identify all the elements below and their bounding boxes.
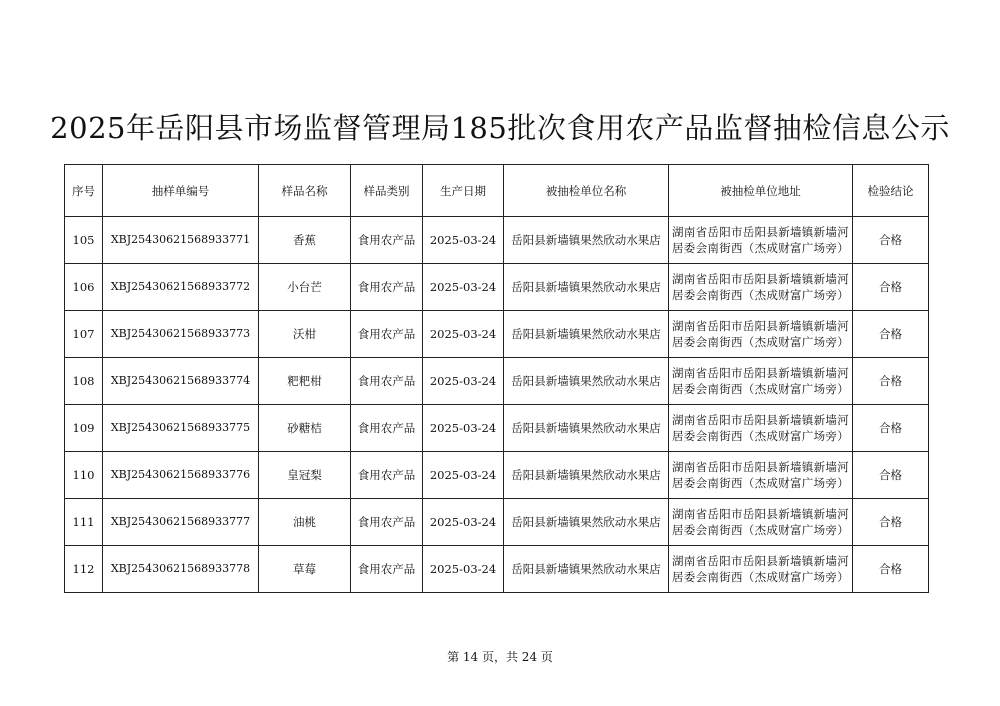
cell-name: 小台芒	[259, 264, 351, 311]
cell-name: 粑粑柑	[259, 358, 351, 405]
cell-category: 食用农产品	[351, 217, 423, 264]
cell-code: XBJ25430621568933774	[103, 358, 259, 405]
cell-address: 湖南省岳阳市岳阳县新墙镇新墙河居委会南街西（杰成财富广场旁）	[669, 405, 853, 452]
table-row	[65, 499, 929, 546]
cell-no: 112	[65, 546, 103, 593]
cell-unit: 岳阳县新墙镇果然欣动水果店	[504, 499, 669, 546]
cell-address: 湖南省岳阳市岳阳县新墙镇新墙河居委会南街西（杰成财富广场旁）	[669, 217, 853, 264]
cell-date: 2025-03-24	[423, 546, 504, 593]
cell-name: 皇冠梨	[259, 452, 351, 499]
cell-address: 湖南省岳阳市岳阳县新墙镇新墙河居委会南街西（杰成财富广场旁）	[669, 499, 853, 546]
cell-no: 108	[65, 358, 103, 405]
cell-no: 109	[65, 405, 103, 452]
table-row	[65, 546, 929, 593]
cell-address: 湖南省岳阳市岳阳县新墙镇新墙河居委会南街西（杰成财富广场旁）	[669, 546, 853, 593]
header-name: 样品名称	[259, 165, 351, 217]
table-row	[65, 217, 929, 264]
cell-date: 2025-03-24	[423, 217, 504, 264]
cell-category: 食用农产品	[351, 311, 423, 358]
cell-category: 食用农产品	[351, 499, 423, 546]
cell-code: XBJ25430621568933776	[103, 452, 259, 499]
cell-date: 2025-03-24	[423, 264, 504, 311]
cell-address: 湖南省岳阳市岳阳县新墙镇新墙河居委会南街西（杰成财富广场旁）	[669, 452, 853, 499]
cell-address: 湖南省岳阳市岳阳县新墙镇新墙河居委会南街西（杰成财富广场旁）	[669, 264, 853, 311]
cell-date: 2025-03-24	[423, 452, 504, 499]
cell-date: 2025-03-24	[423, 358, 504, 405]
cell-code: XBJ25430621568933772	[103, 264, 259, 311]
cell-name: 油桃	[259, 499, 351, 546]
cell-unit: 岳阳县新墙镇果然欣动水果店	[504, 358, 669, 405]
header-date: 生产日期	[423, 165, 504, 217]
cell-no: 110	[65, 452, 103, 499]
cell-unit: 岳阳县新墙镇果然欣动水果店	[504, 217, 669, 264]
cell-result: 合格	[853, 358, 929, 405]
table-row	[65, 358, 929, 405]
cell-result: 合格	[853, 499, 929, 546]
cell-result: 合格	[853, 452, 929, 499]
table-row	[65, 264, 929, 311]
table-row	[65, 311, 929, 358]
cell-result: 合格	[853, 405, 929, 452]
cell-result: 合格	[853, 311, 929, 358]
cell-date: 2025-03-24	[423, 311, 504, 358]
cell-code: XBJ25430621568933777	[103, 499, 259, 546]
cell-no: 106	[65, 264, 103, 311]
page-title: 2025年岳阳县市场监督管理局185批次食用农产品监督抽检信息公示	[50, 111, 950, 145]
cell-address: 湖南省岳阳市岳阳县新墙镇新墙河居委会南街西（杰成财富广场旁）	[669, 311, 853, 358]
cell-unit: 岳阳县新墙镇果然欣动水果店	[504, 311, 669, 358]
cell-code: XBJ25430621568933775	[103, 405, 259, 452]
cell-code: XBJ25430621568933778	[103, 546, 259, 593]
cell-no: 111	[65, 499, 103, 546]
cell-name: 砂糖桔	[259, 405, 351, 452]
cell-result: 合格	[853, 546, 929, 593]
header-category: 样品类别	[351, 165, 423, 217]
cell-unit: 岳阳县新墙镇果然欣动水果店	[504, 546, 669, 593]
cell-result: 合格	[853, 217, 929, 264]
cell-category: 食用农产品	[351, 405, 423, 452]
cell-category: 食用农产品	[351, 358, 423, 405]
cell-result: 合格	[853, 264, 929, 311]
header-result: 检验结论	[853, 165, 929, 217]
cell-unit: 岳阳县新墙镇果然欣动水果店	[504, 405, 669, 452]
table-header-row	[65, 165, 929, 217]
cell-name: 草莓	[259, 546, 351, 593]
cell-name: 香蕉	[259, 217, 351, 264]
header-code: 抽样单编号	[103, 165, 259, 217]
page-number: 第 14 页，共 24 页	[447, 650, 553, 664]
header-unit: 被抽检单位名称	[504, 165, 669, 217]
cell-date: 2025-03-24	[423, 405, 504, 452]
cell-category: 食用农产品	[351, 264, 423, 311]
inspection-table	[64, 164, 929, 593]
cell-no: 107	[65, 311, 103, 358]
cell-category: 食用农产品	[351, 546, 423, 593]
cell-unit: 岳阳县新墙镇果然欣动水果店	[504, 452, 669, 499]
cell-code: XBJ25430621568933773	[103, 311, 259, 358]
cell-code: XBJ25430621568933771	[103, 217, 259, 264]
cell-name: 沃柑	[259, 311, 351, 358]
cell-date: 2025-03-24	[423, 499, 504, 546]
table-row	[65, 452, 929, 499]
table-row	[65, 405, 929, 452]
cell-unit: 岳阳县新墙镇果然欣动水果店	[504, 264, 669, 311]
cell-category: 食用农产品	[351, 452, 423, 499]
cell-no: 105	[65, 217, 103, 264]
header-no: 序号	[65, 165, 103, 217]
header-address: 被抽检单位地址	[669, 165, 853, 217]
cell-address: 湖南省岳阳市岳阳县新墙镇新墙河居委会南街西（杰成财富广场旁）	[669, 358, 853, 405]
